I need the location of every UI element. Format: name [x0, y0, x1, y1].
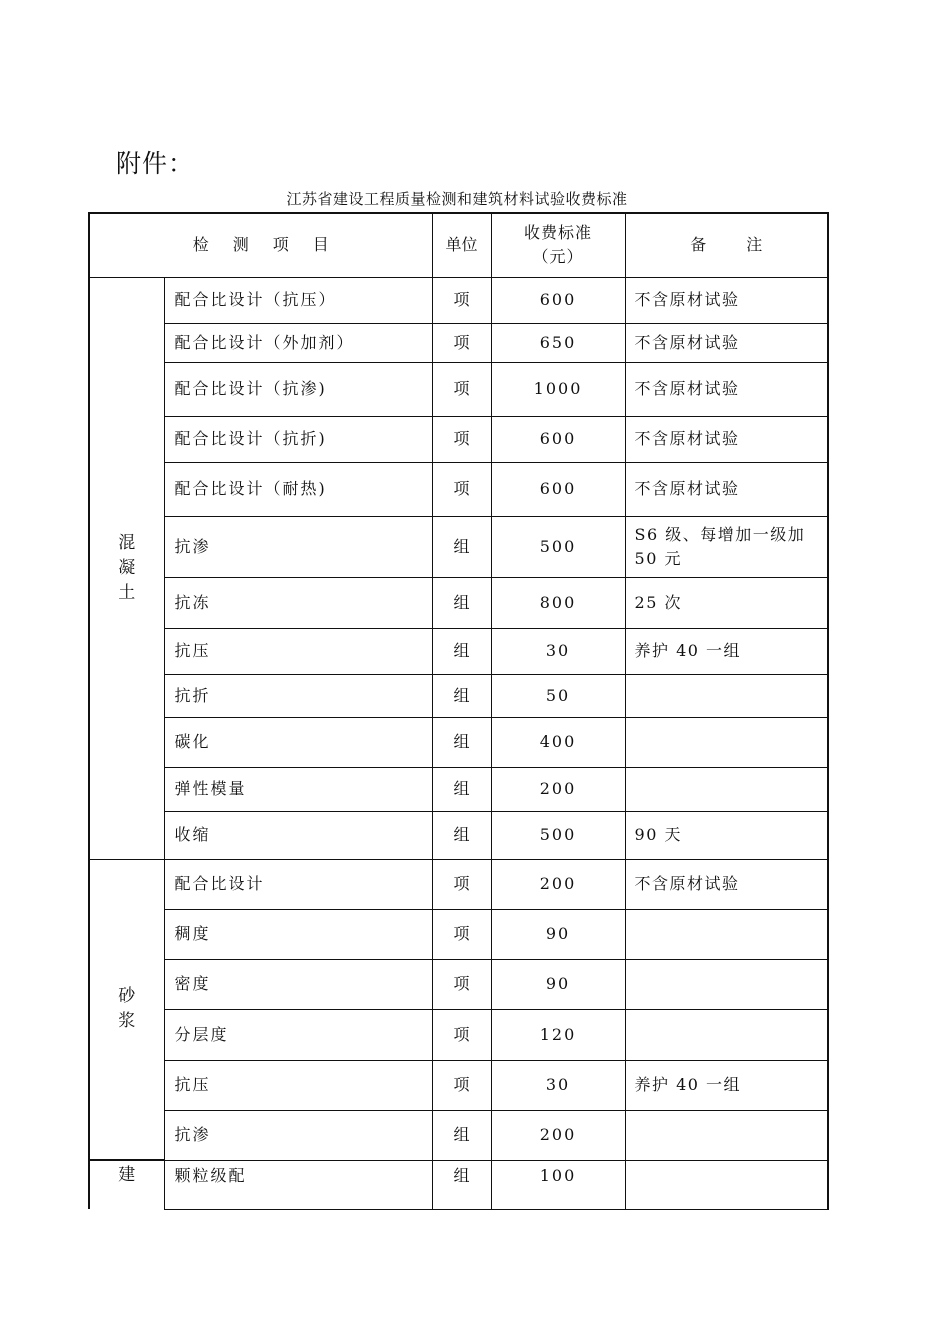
cell-unit: 项	[432, 1060, 491, 1110]
cell-unit: 项	[432, 277, 491, 323]
table-row	[89, 811, 828, 859]
table-row	[89, 1110, 828, 1160]
cell-item: 稠度	[164, 909, 432, 959]
table-row	[89, 462, 828, 516]
cell-item: 抗冻	[164, 577, 432, 628]
cell-unit: 组	[432, 811, 491, 859]
cell-item: 抗压	[164, 1060, 432, 1110]
cell-fee: 600	[491, 462, 625, 516]
cell-fee: 90	[491, 909, 625, 959]
cell-fee: 800	[491, 577, 625, 628]
cell-fee: 30	[491, 628, 625, 674]
cell-item: 抗渗	[164, 1110, 432, 1160]
cell-fee: 200	[491, 859, 625, 909]
cell-fee: 1000	[491, 362, 625, 416]
cell-item: 配合比设计（抗渗)	[164, 362, 432, 416]
cell-unit: 项	[432, 959, 491, 1009]
table-row	[89, 577, 828, 628]
cell-note	[625, 1009, 828, 1060]
header-fee-line2: （元）	[532, 247, 584, 267]
cell-item: 配合比设计（外加剂）	[164, 323, 432, 362]
table-row	[89, 323, 828, 362]
cell-item: 弹性模量	[164, 767, 432, 811]
header-item: 检测项目	[89, 213, 432, 277]
cell-fee: 500	[491, 811, 625, 859]
table-row	[89, 1160, 828, 1209]
table-row	[89, 628, 828, 674]
cell-item: 配合比设计	[164, 859, 432, 909]
cell-fee: 400	[491, 717, 625, 767]
cell-item: 抗压	[164, 628, 432, 674]
cell-fee: 200	[491, 1110, 625, 1160]
table-row	[89, 767, 828, 811]
table-row	[89, 416, 828, 462]
cell-note: 不含原材试验	[625, 859, 828, 909]
header-fee	[491, 213, 625, 277]
header-unit: 单位	[432, 213, 491, 277]
cell-note: 不含原材试验	[625, 462, 828, 516]
cell-unit: 项	[432, 909, 491, 959]
cell-fee: 500	[491, 516, 625, 577]
cell-fee: 650	[491, 323, 625, 362]
cell-fee: 90	[491, 959, 625, 1009]
table-row	[89, 277, 828, 323]
header-note: 备注	[625, 213, 828, 277]
table-row	[89, 516, 828, 577]
attachment-label: 附件：	[116, 149, 195, 178]
cell-item: 配合比设计（耐热)	[164, 462, 432, 516]
cell-note: 养护 40 一组	[625, 1060, 828, 1110]
cell-note: 不含原材试验	[625, 416, 828, 462]
group-label-concrete: 混凝土	[89, 277, 164, 859]
cell-unit: 组	[432, 1160, 491, 1209]
cell-item: 配合比设计（抗压）	[164, 277, 432, 323]
cell-unit: 组	[432, 516, 491, 577]
cell-unit: 组	[432, 577, 491, 628]
cell-unit: 项	[432, 323, 491, 362]
cell-item: 收缩	[164, 811, 432, 859]
cell-note: 不含原材试验	[625, 277, 828, 323]
cell-unit: 组	[432, 628, 491, 674]
cell-note	[625, 674, 828, 717]
cell-unit: 组	[432, 1110, 491, 1160]
cell-fee: 120	[491, 1009, 625, 1060]
cell-fee: 600	[491, 416, 625, 462]
table-row	[89, 362, 828, 416]
cell-item: 颗粒级配	[164, 1160, 432, 1209]
cell-note: 90 天	[625, 811, 828, 859]
cell-unit: 项	[432, 1009, 491, 1060]
cell-fee: 100	[491, 1160, 625, 1209]
cell-note: S6 级、每增加一级加 50 元	[625, 516, 828, 577]
cell-item: 密度	[164, 959, 432, 1009]
cell-item: 配合比设计（抗折)	[164, 416, 432, 462]
cell-unit: 项	[432, 416, 491, 462]
cell-unit: 组	[432, 674, 491, 717]
cell-note: 25 次	[625, 577, 828, 628]
header-fee-line1: 收费标准	[524, 223, 593, 243]
group-label-building: 建	[89, 1160, 164, 1209]
group-label-mortar: 砂浆	[89, 859, 164, 1160]
cell-note	[625, 1110, 828, 1160]
cell-note: 不含原材试验	[625, 323, 828, 362]
cell-note	[625, 909, 828, 959]
cell-item: 抗折	[164, 674, 432, 717]
cell-unit: 项	[432, 462, 491, 516]
cell-fee: 600	[491, 277, 625, 323]
cell-fee: 200	[491, 767, 625, 811]
cell-note	[625, 767, 828, 811]
cell-note: 养护 40 一组	[625, 628, 828, 674]
cell-unit: 项	[432, 859, 491, 909]
table-row	[89, 859, 828, 909]
table-row	[89, 909, 828, 959]
cell-item: 抗渗	[164, 516, 432, 577]
cell-item: 分层度	[164, 1009, 432, 1060]
table-row	[89, 717, 828, 767]
document-title: 江苏省建设工程质量检测和建筑材料试验收费标准	[286, 190, 628, 208]
cell-note	[625, 717, 828, 767]
cell-unit: 项	[432, 362, 491, 416]
table-row	[89, 959, 828, 1009]
cell-item: 碳化	[164, 717, 432, 767]
cell-unit: 组	[432, 767, 491, 811]
table-row	[89, 674, 828, 717]
cell-note: 不含原材试验	[625, 362, 828, 416]
table-row	[89, 1060, 828, 1110]
table-header-row	[89, 213, 828, 277]
cell-fee: 50	[491, 674, 625, 717]
cell-note	[625, 1160, 828, 1209]
fee-standard-table	[88, 212, 829, 1210]
cell-unit: 组	[432, 717, 491, 767]
cell-fee: 30	[491, 1060, 625, 1110]
cell-note	[625, 959, 828, 1009]
table-row	[89, 1009, 828, 1060]
